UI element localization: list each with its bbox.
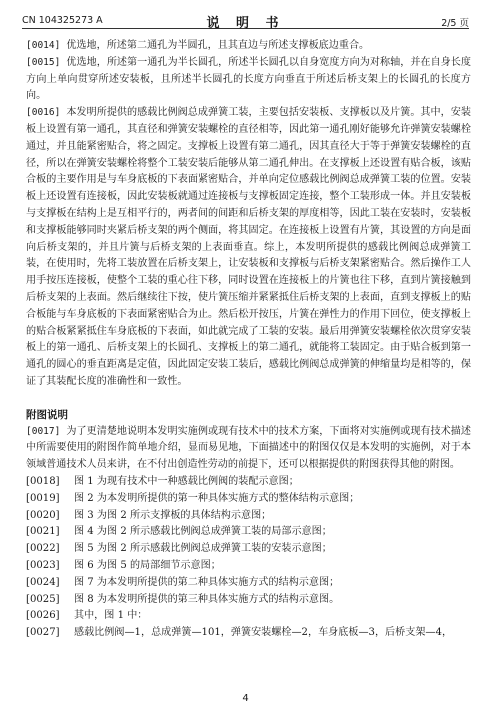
paragraph-text: 为了更清楚地说明本发明实施例或现有技术中的技术方案，下面将对实施例或现有技术描述中所需要使用的附图作简单地介绍，显而易见地，下面描述中的附图仅仅是本发明的实施例，对于本领域普通技术人员来讲，在不付出创造性劳动的前提下，还可以根据提供的附图获得其他的附图。 xyxy=(26,425,471,471)
paragraph-number: [0027] xyxy=(26,627,60,639)
figure-line xyxy=(26,592,471,609)
figure-line xyxy=(26,608,471,625)
paragraph-number: [0018] xyxy=(26,475,60,487)
figure-line xyxy=(26,558,471,575)
page-number: 4 xyxy=(242,693,249,704)
figure-description: 感载比例阀—1，总成弹簧—101，弹簧安装螺栓—2，车身底板—3，后桥支架—4， xyxy=(74,627,453,639)
figure-description: 图 6 为图 5 的局部细节示意图； xyxy=(74,559,221,571)
paragraph-number: [0023] xyxy=(26,559,60,571)
figure-description: 图 4 为图 2 所示感载比例阀总成弹簧工装的局部示意图； xyxy=(74,526,332,538)
paragraph-0016 xyxy=(26,105,471,391)
document-title: 说 明 书 xyxy=(206,16,285,31)
figure-line xyxy=(26,625,471,642)
page-indicator: 2/5 页 xyxy=(441,18,469,29)
figure-line xyxy=(26,541,471,558)
paragraph-number: [0015] xyxy=(26,56,61,68)
paragraph-text: 优选地，所述第二通孔为半圆孔，且其直边与所述支撑板底边重合。 xyxy=(66,40,370,51)
paragraph-number: [0014] xyxy=(26,40,61,51)
figure-description: 图 2 为本发明所提供的第一种具体实施方式的整体结构示意图； xyxy=(74,492,360,504)
page-header xyxy=(22,12,469,29)
paragraph-0014 xyxy=(26,38,471,55)
figure-line xyxy=(26,474,471,491)
paragraph-number: [0019] xyxy=(26,492,60,504)
figure-description: 其中，图 1 中： xyxy=(74,610,148,622)
section-heading-drawings: 附图说明 xyxy=(26,408,68,421)
paragraph-number: [0022] xyxy=(26,543,60,555)
figure-description: 图 3 为图 2 所示支撑板的具体结构示意图； xyxy=(74,509,272,521)
paragraph-number: [0024] xyxy=(26,576,60,588)
figure-description: 图 1 为现有技术中一种感载比例阀的装配示意图； xyxy=(74,475,299,487)
paragraph-number: [0016] xyxy=(26,107,61,119)
figure-line xyxy=(26,524,471,541)
figure-line xyxy=(26,491,471,508)
paragraph-number: [0026] xyxy=(26,610,60,622)
paragraph-number: [0020] xyxy=(26,509,60,521)
figure-line xyxy=(26,508,471,525)
paragraph-number: [0021] xyxy=(26,526,60,538)
paragraph-0015 xyxy=(26,55,471,105)
figure-description: 图 8 为本发明所提供的第三种具体实施方式的结构示意图。 xyxy=(74,593,340,605)
patent-number: CN 104325273 A xyxy=(22,15,103,26)
paragraph-number: [0025] xyxy=(26,593,60,605)
paragraph-0017 xyxy=(26,424,471,474)
figure-description: 图 5 为图 2 所示感载比例阀总成弹簧工装的安装示意图； xyxy=(74,543,332,555)
paragraph-text: 本发明所提供的感载比例阀总成弹簧工装，主要包括安装板、支撑板以及片簧。其中，安装板上设置有第一通孔，其直径和弹簧安装螺栓的直径相等，因此第一通孔刚好能够允许弹簧安装螺栓通过，并且能紧密贴合，将之固定。支撑板上设置有第二通孔，因其直径大于等于弹簧安装螺栓的直径，所以在弹簧安装螺栓将整个工装安装后能够从第二通孔伸出。在支撑板上还设置有贴合板，该贴合板的主要作用是与车身底板的下表面紧密贴合，并单向定位感载比例阀总成弹簧工装的位置。安装板上还设置有连接板，因此安装板就通过连接板与支撑板固定连接，整个工装形成一体。并且安装板与支撑板在结构上是互相平行的，两者间的间距和后桥支架的厚度相等，因此工装在安装时，安装板和支撑板能够同时夹紧后桥支架的两个侧面，将其固定。在连接板上设置有片簧，其设置的方向是面向后桥支架的，并且片簧与后桥支架的上表面垂直。综上，本发明所提供的感载比例阀总成弹簧工装，在使用时，先将工装放置在后桥支架上，让安装板和支撑板与后桥支架紧密贴合。然后操作工人用手按压连接板，使整个工装的重心往下移，同时设置在连接板上的片簧也往下移，直到片簧接触到后桥支架的上表面。然后继续往下按，使片簧压缩并紧紧抵住后桥支架的上表面，直到支撑板上的贴合板能与车身底板的下表面紧密贴合为止。然后松开按压，片簧在弹性力的作用下回位，使支撑板上的贴合板紧紧抵住车身底板的下表面，如此就完成了工装的安装。最后用弹簧安装螺栓依次贯穿安装板上的第一通孔、后桥支架上的长圆孔、支撑板上的第二通孔，就能将工装固定。由于贴合板到第一通孔的圆心的垂直距离是定值，因此固定安装工装后，感载比例阀总成弹簧的伸缩量均是相等的，保证了其装配长度的准确性和一致性。 xyxy=(26,107,471,387)
paragraph-text: 优选地，所述第一通孔为半长圆孔，所述半长圆孔以自身宽度方向为对称轴，并在自身长度方向上单向贯穿所述安装板，且所述半长圆孔的长度方向垂直于所述后桥支架上的长圆孔的长度方向。 xyxy=(26,56,471,102)
paragraph-number: [0017] xyxy=(26,425,61,437)
figure-description: 图 7 为本发明所提供的第二种具体实施方式的结构示意图； xyxy=(74,576,340,588)
figure-line xyxy=(26,575,471,592)
document-body xyxy=(26,38,471,642)
